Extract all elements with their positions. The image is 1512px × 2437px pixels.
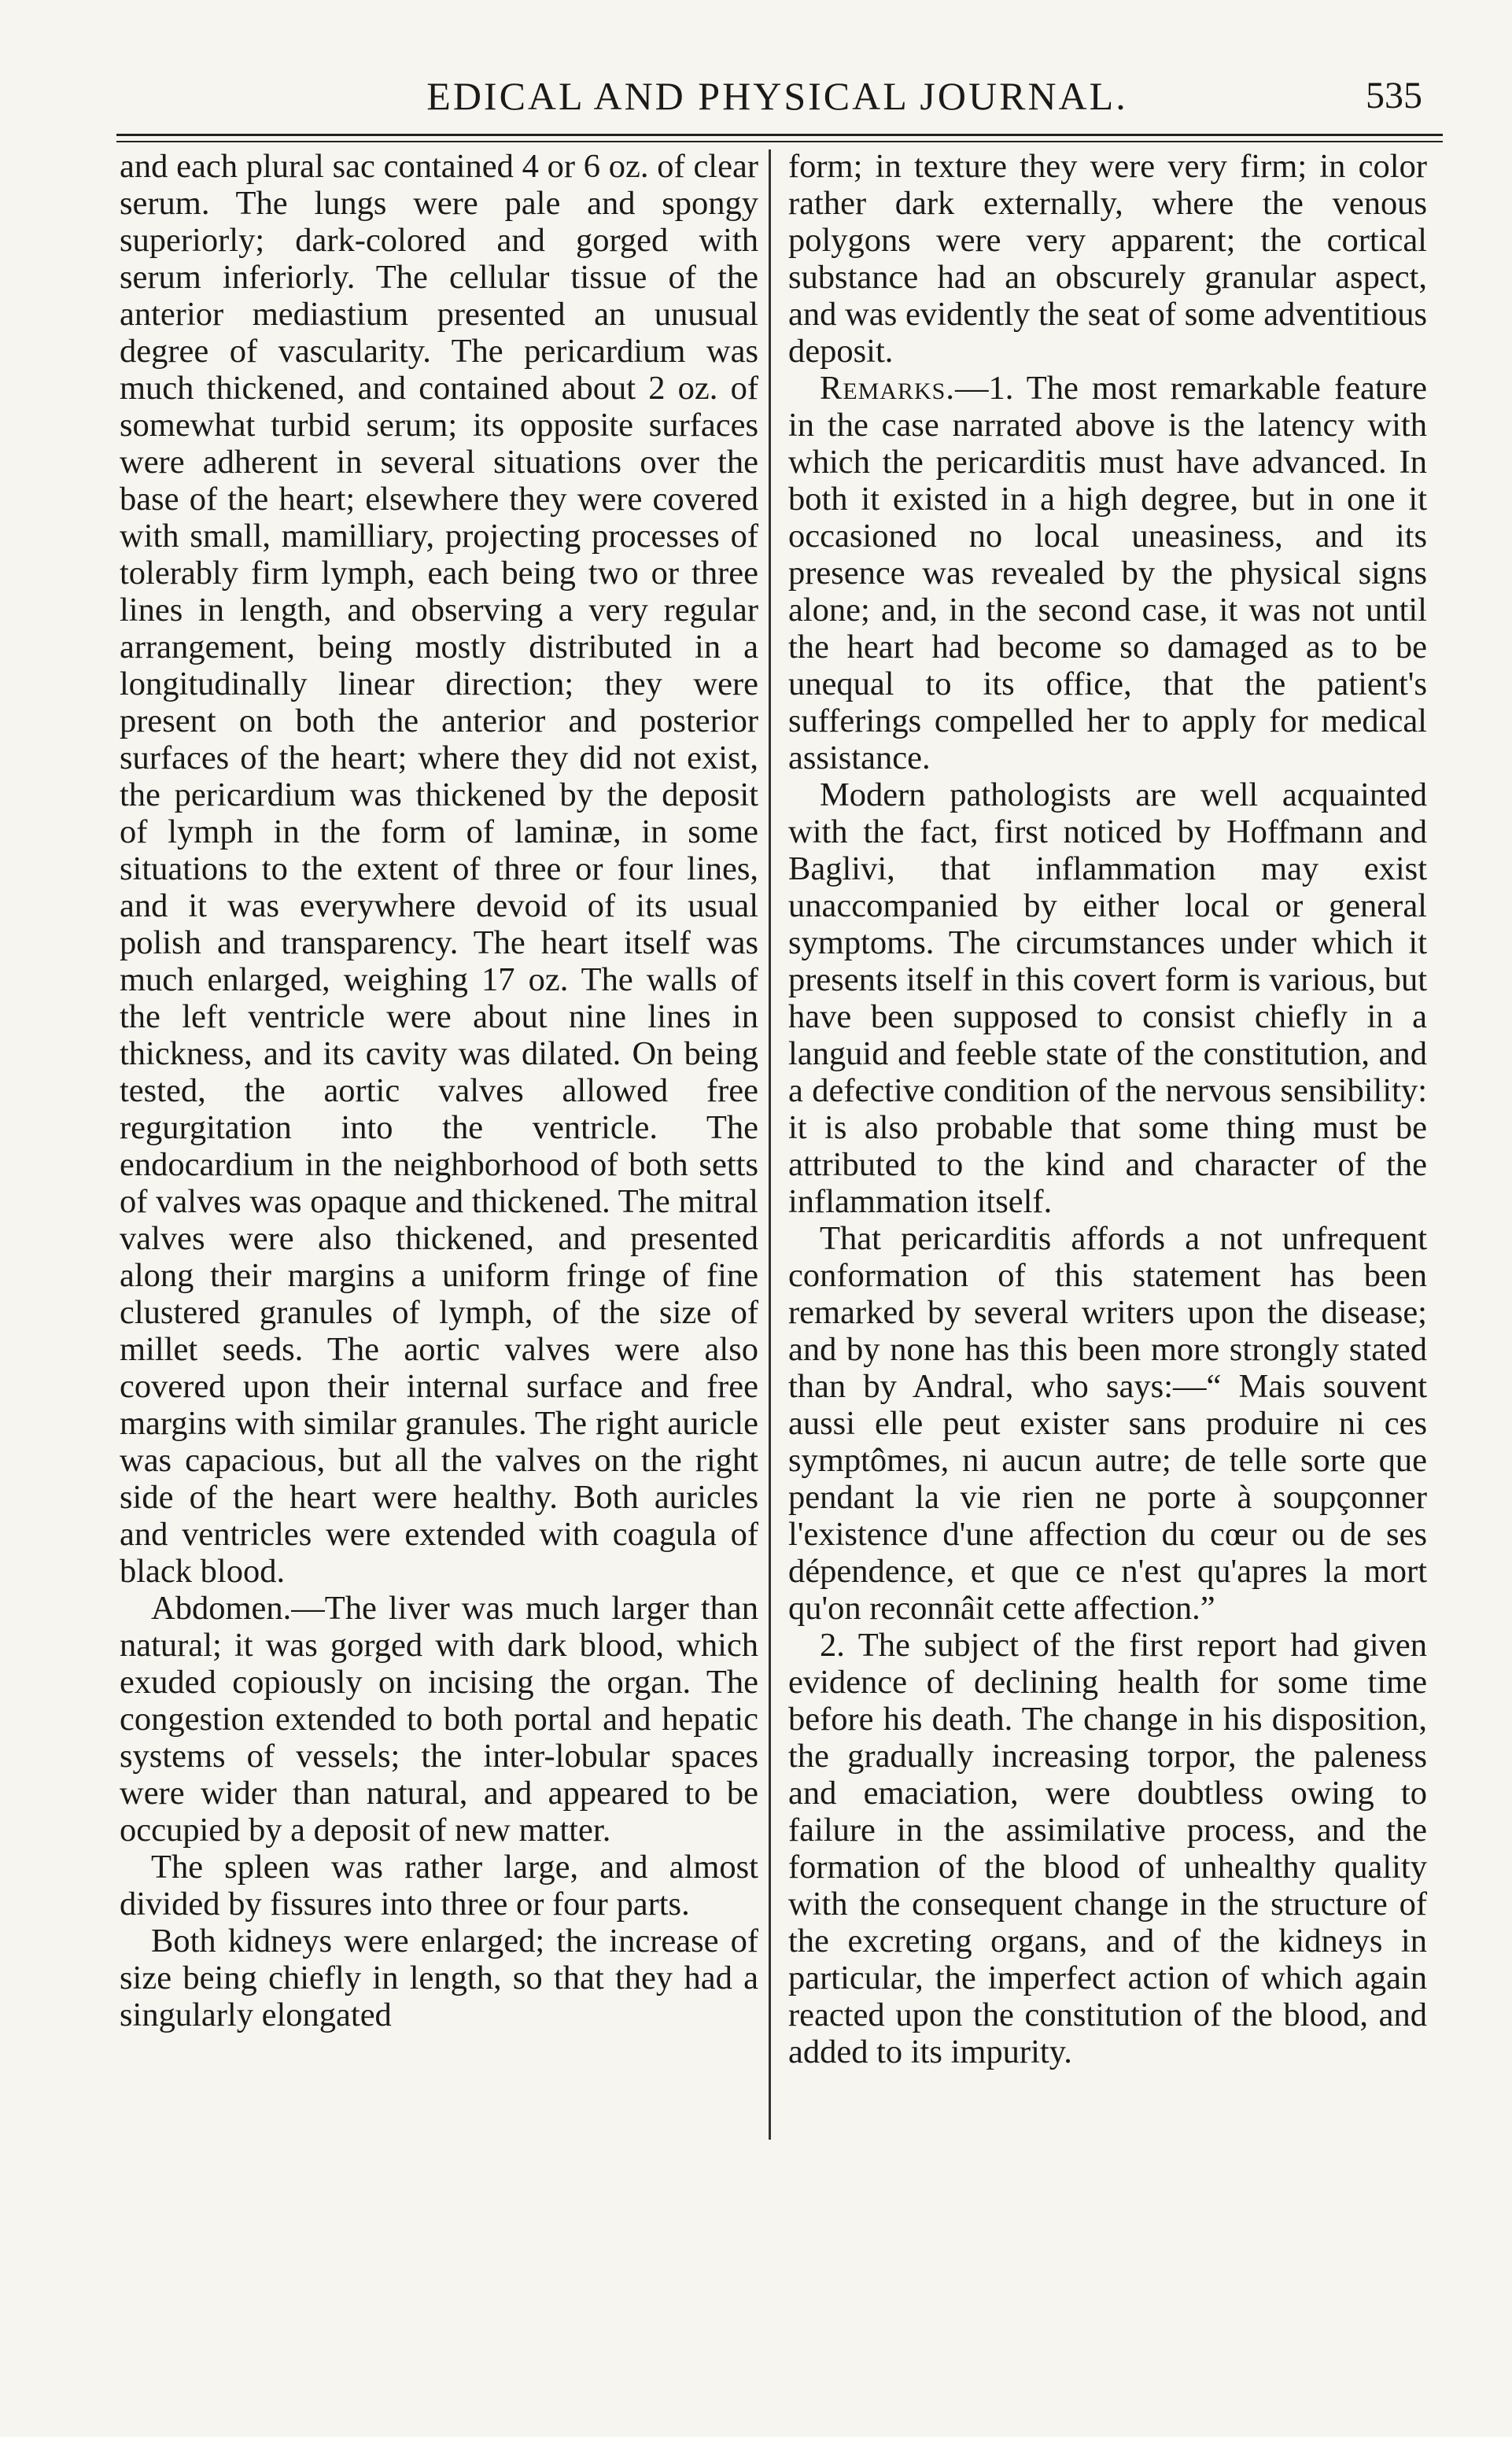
left-column: [120, 148, 758, 2033]
paragraph: That pericarditis affords a not unfrequent conformation of this statement has been remarked by several writers upon the disease; and by none has this been more strongly stated than by Andral, who says:—“ Mais souvent aussi elle peut exister sans produire ni ces symptômes, ni aucun autre; de telle sorte que pendant la vie rien ne porte à soupçonner l'existence d'une affection du cœur ou de ses dépendence, et que ce n'est qu'apres la mort qu'on reconnâit cette affection.”: [788, 1220, 1427, 1627]
running-title: EDICAL AND PHYSICAL JOURNAL.: [426, 74, 1128, 118]
remarks-text: —1. The most remarkable feature in the case narrated above is the latency with which the pericarditis must have advanced. In both it existed in a high degree, but in one it occasioned no local uneasiness, and its presence was revealed by the physical signs alone; and, in the second case, it was not until the heart had become so damaged as to be unequal to its office, that the patient's sufferings compelled her to apply for medical assistance.: [788, 370, 1427, 776]
paragraph: 2. The subject of the first report had given evidence of declining health for some time before his death. The change in his disposition, the gradually increasing torpor, the paleness and emaciation, were doubtless owing to failure in the assimilative process, and the formation of the blood of unhealthy quality with the consequent change in the structure of the excreting organs, and of the kidneys in particular, the imperfect action of which again reacted upon the constitution of the blood, and added to its impurity.: [788, 1627, 1427, 2070]
paragraph: Modern pathologists are well acquainted with the fact, first noticed by Hoffmann and Baglivi, that inflammation may exist unaccompanied by either local or general symptoms. The circumstances under which it presents itself in this covert form is various, but have been supposed to consist chiefly in a languid and feeble state of the constitution, and a defective condition of the nervous sensibility: it is also probable that some thing must be attributed to the kind and character of the inflammation itself.: [788, 776, 1427, 1220]
page-number: 535: [1366, 75, 1422, 116]
right-column: [788, 148, 1427, 2070]
paragraph: form; in texture they were very firm; in color rather dark externally, where the venous polygons were very apparent; the cortical substance had an obscurely granular aspect, and was evidently the seat of some adventitious deposit.: [788, 148, 1427, 370]
column-divider: [769, 149, 771, 2140]
paragraph: and each plural sac contained 4 or 6 oz. of clear serum. The lungs were pale and spongy superiorly; dark-colored and gorged with serum inferiorly. The cellular tissue of the anterior mediastium presented an unusual degree of vascularity. The pericardium was much thickened, and contained about 2 oz. of somewhat turbid serum; its opposite surfaces were adherent in several situations over the base of the heart; elsewhere they were covered with small, mamilliary, projecting processes of tolerably firm lymph, each being two or three lines in length, and observing a very regular arrangement, being mostly distributed in a longitudinally linear direction; they were present on both the anterior and posterior surfaces of the heart; where they did not exist, the pericardium was thickened by the deposit of lymph in the form of laminæ, in some situations to the extent of three or four lines, and it was everywhere devoid of its usual polish and transparency. The heart itself was much enlarged, weighing 17 oz. The walls of the left ventricle were about nine lines in thickness, and its cavity was dilated. On being tested, the aortic valves allowed free regurgitation into the ventricle. The endocardium in the neighborhood of both setts of valves was opaque and thickened. The mitral valves were also thickened, and presented along their margins a uniform fringe of fine clustered granules of lymph, of the size of millet seeds. The aortic valves were also covered upon their internal surface and free margins with similar granules. The right auricle was capacious, but all the valves on the right side of the heart were healthy. Both auricles and ventricles were extended with coagula of black blood.: [120, 148, 758, 1590]
paragraph: Abdomen.—The liver was much larger than natural; it was gorged with dark blood, which exuded copiously on incising the organ. The congestion extended to both portal and hepatic systems of vessels; the inter-lobular spaces were wider than natural, and appeared to be occupied by a deposit of new matter.: [120, 1590, 758, 1849]
header-rule: [116, 134, 1443, 136]
remarks-heading: Remarks.: [820, 370, 955, 407]
header-rule-thin: [116, 141, 1443, 142]
page-header: [116, 72, 1438, 127]
remarks-paragraph: [788, 370, 1427, 776]
paragraph: Both kidneys were enlarged; the increase of size being chiefly in length, so that they had a singularly elongated: [120, 1923, 758, 2033]
paragraph: The spleen was rather large, and almost divided by fissures into three or four parts.: [120, 1849, 758, 1923]
